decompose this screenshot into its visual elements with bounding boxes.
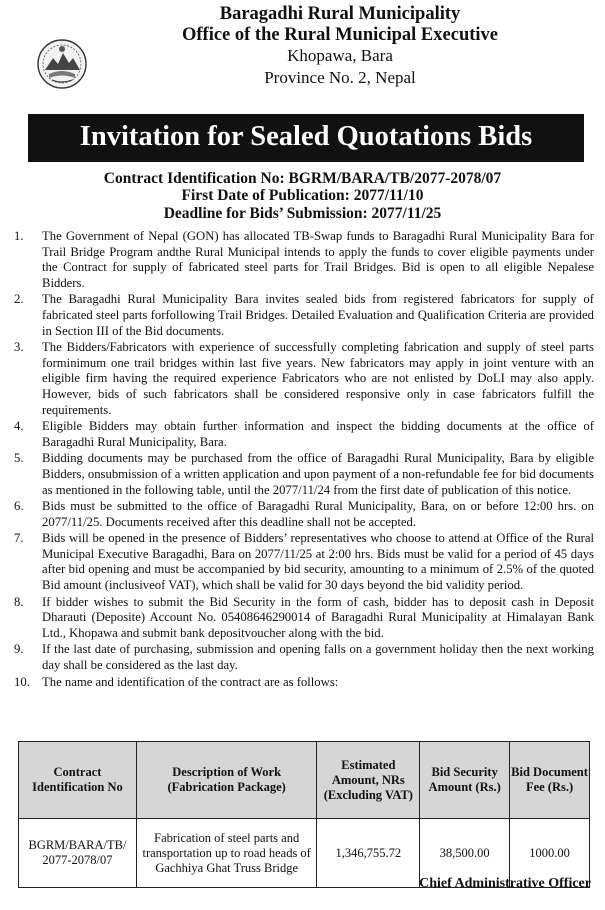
header-description: Description of Work (Fabrication Package) [136,742,317,819]
clause-text: The name and identification of the contract are as follows: [42,674,339,689]
clause-2 [14,292,594,339]
cell-estimated-amount: 1,346,755.72 [317,819,420,888]
office-name: Office of the Rural Municipal Executive [182,25,498,45]
clause-number: 2. [14,292,24,307]
cell-bid-security: 38,500.00 [420,819,510,888]
clause-text: Bids must be submitted to the office of Baragadhi Rural Municipality, Bara, on or before 12:00 hrs. on 2077/11/25. Documents received after this deadline shall not be accepted. [42,499,594,529]
clause-8 [14,595,594,642]
clause-text: The Government of Nepal (GON) has allocated TB-Swap funds to Baragadhi Rural Municipality Bara for Trail Bridge Program andthe Rural Municipal intends to apply the funds to cover eligible payments under the Contract for supply of fabricated steel parts for Trail Bridges. Bid is open to all eligible Nepalese Bidders. [42,229,594,290]
cell-document-fee: 1000.00 [510,819,590,888]
clause-number: 8. [14,594,24,609]
contract-table [18,741,590,888]
clause-number: 7. [14,531,24,546]
cell-description: Fabrication of steel parts and transportation up to road heads of Gachhiya Ghat Truss Bridge [136,819,317,888]
table-header-row [19,742,590,819]
clause-number: 4. [14,419,24,434]
clause-text: Bids will be opened in the presence of Bidders’ representatives who choose to attend at Office of the Rural Municipal Executive Baragadhi, Bara on 2077/11/25 at 2:00 hrs. Bids must be valid for a period of 45 days after bid opening and must be accompanied by bid security, amounting to a minimum of 2.5% of the quoted Bid amount (inclusiveof VAT), which shall be valid for 30 days beyond the bid validity period. [42,531,594,593]
notice-header [0,0,605,112]
signatory-title: Chief Administrative Officer [419,876,591,891]
clause-number: 3. [14,340,24,355]
clause-text: Eligible Bidders may obtain further information and inspect the bidding documents at the office of Baragadhi Rural Municipality, Bara. [42,419,594,449]
first-publication-date: First Date of Publication: 2077/11/10 [181,187,424,204]
clause-1 [14,229,594,291]
clause-text: Bidding documents may be purchased from the office of Baragadhi Rural Municipality, Bara by eligible Bidders, onsubmission of a written application and upon payment of a non-refundable fee for bid documents as mentioned in the following table, until the 2077/11/24 from the first date of publication of this notice. [42,451,594,497]
clause-text: If the last date of purchasing, submission and opening falls on a government holiday then the next working day shall be considered as the last day. [42,642,594,673]
clause-number: 5. [14,451,24,466]
clause-9 [14,642,594,673]
province-line: Province No. 2, Nepal [264,68,416,87]
header-document-fee: Bid Document Fee (Rs.) [510,742,590,819]
notice-title: Invitation for Sealed Quotations Bids [28,114,584,162]
header-contract-id: Contract Identification No [19,742,137,819]
header-bid-security: Bid Security Amount (Rs.) [420,742,510,819]
contract-identification: Contract Identification No: BGRM/BARA/TB/2077-2078/07 [103,170,502,187]
clause-6 [14,499,594,530]
clause-10 [14,675,594,691]
clause-text: The Bidders/Fabricators with experience of successfully completing fabrication and supply of steel parts forminimum one trail bridges within last five years. New fabricators may apply in joint venture with an eligible firm having the required experience Fabricators who are not enlisted by DoLI may also apply. However, bids of such fabricators shall be considered responsive only in case fabricators fulfill the requirements. [42,340,594,417]
clause-5 [14,451,594,498]
clause-text: The Baragadhi Rural Municipality Bara invites sealed bids from registered fabricators for supply of fabricated steel parts forfollowing Trail Bridges. Detailed Evaluation and Qualification Criteria are provided in Section III of the Bid documents. [42,292,594,338]
clause-3 [14,340,594,418]
clause-4 [14,419,594,450]
organization-name: Baragadhi Rural Municipality [219,4,461,24]
notice-clauses [14,229,594,691]
clause-number: 6. [14,499,24,514]
submission-deadline: Deadline for Bids’ Submission: 2077/11/25 [163,205,442,222]
clause-number: 9. [14,642,24,657]
clause-number: 1. [14,229,24,243]
clause-text: If bidder wishes to submit the Bid Security in the form of cash, bidder has to deposit cash in Deposit Dharauti (Deposite) Account No. 05408646290014 of Baragadhi Rural Municipality at Himalayan Bank Ltd., Khopawa and submit bank depositvoucher along with the bid. [42,594,594,640]
clause-7 [14,531,594,593]
clause-number: 10. [14,674,30,689]
cell-contract-id: BGRM/BARA/TB/ 2077-2078/07 [19,819,137,888]
header-estimated-amount: Estimated Amount, NRs (Excluding VAT) [317,742,420,819]
nepal-government-emblem-icon [36,38,88,90]
office-location: Khopawa, Bara [287,46,393,65]
